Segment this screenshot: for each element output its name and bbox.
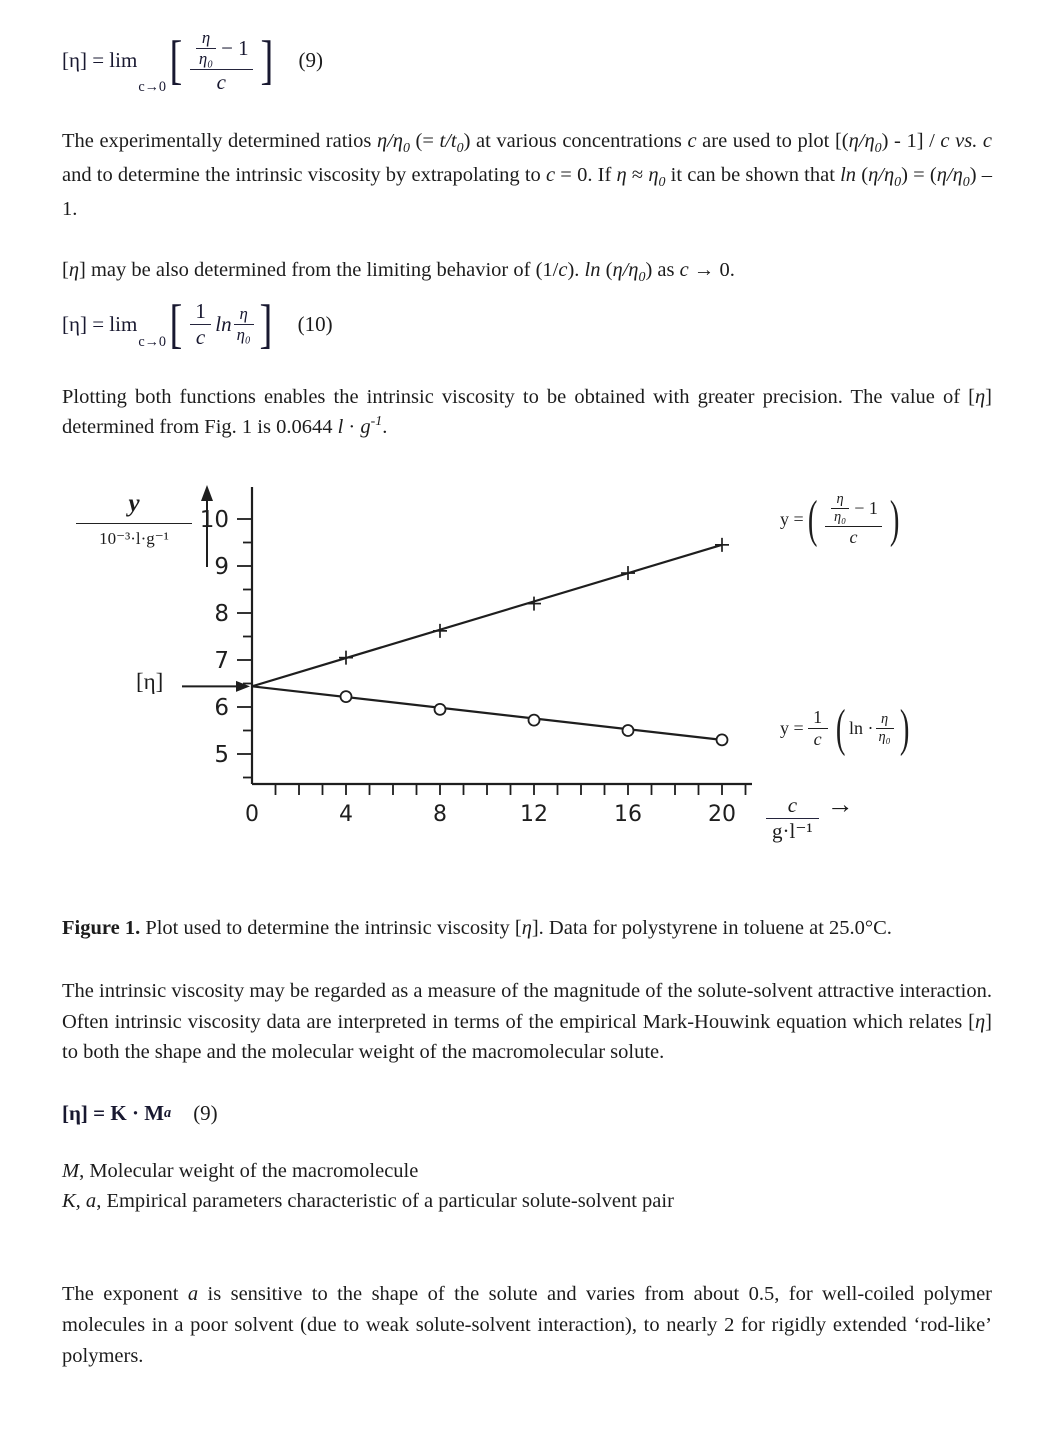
left-paren: ( [835,699,846,758]
upper-formula-fraction [825,491,882,548]
paragraph-mark-houwink: The intrinsic viscosity may be regarded as a measure of the magnitude of the solute-solvent attractive interaction. Often intrinsic viscosity data are interpreted in terms of the empirical Mark-Houwink equation which relates [η] to both the shape and the molecular weight of the macromolecular solute. [62,979,992,1064]
upper-inner-fraction [831,491,849,526]
equation-10-body [62,293,276,354]
intercept-label: [η] [136,669,164,695]
right-bracket: ] [260,30,274,91]
symbol-definitions [62,1156,992,1218]
eq9-minus-one: − 1 [221,35,249,60]
mh-lhs: [η] = K · M [62,1101,165,1126]
paragraph-exponent: The exponent a is sensitive to the shape of the solute and varies from about 0.5, for well-coiled polymer molecules in a poor solvent (due to weak solute-solvent interaction), to nearly 2 for rigidly extended ‘rod-like’ polymers. [62,1283,992,1367]
figure-1 [62,479,992,887]
eq9-number: (9) [298,48,324,73]
equation-9-body [62,28,277,94]
upper-inner-numerator: η [836,491,844,508]
figure-caption: Figure 1. Plot used to determine the intrinsic viscosity [η]. Data for polystyrene in toluene at 25.0°C. [62,917,892,940]
y-axis-label-numerator: y [128,490,140,518]
mh-eq-number: (9) [193,1101,218,1126]
svg-text:20: 20 [708,802,736,828]
svg-text:10: 10 [199,507,229,534]
eq9-inner-denominator: η₀ [196,48,216,69]
paragraph-ratios: The experimentally determined ratios $\eta/\eta_0$ (= $t/t_0$) at various concentrations c are used to plot $[(\eta/\eta_0) - 1]$ / c vs. c and to determine the intrinsic viscosity by extrapolating to c = 0. If $\eta \approx \eta_0$ it can be shown that $\ln (\eta/\eta_0) = (\eta/\eta_0) - 1$. [62,130,993,221]
y-axis-label [76,485,192,551]
eq10-denominator: c [190,324,211,350]
svg-text:6: 6 [214,695,229,722]
eq10-eta-denominator: η₀ [234,324,254,345]
eq9-lhs: [η] = lim [62,48,138,73]
eq9-inner-numerator: η [201,28,211,47]
eq9-limit-subscript: c→0 [138,78,167,95]
eq9-inner-fraction [196,28,216,69]
lower-eta-denominator: η₀ [876,728,894,746]
svg-text:5: 5 [214,742,229,769]
eq10-eta-numerator: η [239,304,248,324]
lower-series-formula [780,699,913,758]
eq10-lhs: [η] = lim [62,311,138,336]
lower-eta-fraction [876,711,894,746]
lower-denominator: c [808,728,828,750]
lower-one-over-c [808,707,828,750]
eq10-number: (10) [297,311,333,336]
upper-minus-one: − 1 [854,498,878,519]
paragraph-limiting-behavior: [η] may be also determined from the limiting behavior of (1/c). $\ln (\eta/\eta_0)$ as c → 0. [62,259,735,286]
paragraph-precision: Plotting both functions enables the intrinsic viscosity to be obtained with greater precision. The value of [η] determined from Fig. 1 is 0.0644 $l \cdot g^{-1}$. [62,385,992,439]
upper-series-formula [780,491,903,548]
svg-text:16: 16 [614,802,642,828]
right-bracket: ] [259,293,273,354]
lower-numerator: 1 [813,707,823,728]
definition-M: M, Molecular weight of the macromolecule [62,1159,419,1182]
eq9-denominator: c [190,69,253,95]
svg-text:8: 8 [433,802,447,828]
eq10-one-over-c [190,299,211,350]
right-paren: ) [889,489,900,548]
x-axis-label [762,789,854,844]
equation-10 [62,293,992,354]
definition-K-a: K, a, Empirical parameters characteristic of a particular solute-solvent pair [62,1190,674,1213]
upper-denominator: c [825,526,882,548]
svg-text:9: 9 [214,554,229,581]
eq10-eta-fraction [234,304,254,345]
upper-formula-prefix: y = [780,509,804,530]
svg-text:7: 7 [214,648,229,675]
lower-ln: ln · [849,718,874,739]
left-bracket: [ [169,293,183,354]
eq10-limit-subscript: c→0 [138,334,167,351]
lower-eta-numerator: η [881,711,889,728]
equation-9 [62,28,992,94]
svg-text:4: 4 [339,802,353,828]
x-axis-label-denominator: g·l⁻¹ [766,818,819,844]
svg-text:8: 8 [214,601,229,628]
lower-formula-prefix: y = [780,718,804,739]
x-axis-label-numerator: c [787,793,798,818]
upper-inner-denominator: η₀ [831,508,849,526]
y-axis-label-denominator: 10⁻³·l·g⁻¹ [76,523,192,552]
equation-mark-houwink [62,1098,992,1130]
mh-eq-body [62,1098,171,1130]
svg-text:12: 12 [520,802,548,828]
eq10-ln: ln [215,311,232,336]
left-bracket: [ [169,30,183,91]
x-axis-label-fraction [766,793,819,844]
x-axis-arrow-icon: → [826,789,854,820]
right-paren: ) [899,699,910,758]
left-paren: ( [807,489,818,548]
mh-exponent: a [164,1105,172,1122]
eq10-numerator: 1 [195,299,206,324]
eq9-fraction [190,28,253,94]
svg-text:0: 0 [245,802,259,828]
